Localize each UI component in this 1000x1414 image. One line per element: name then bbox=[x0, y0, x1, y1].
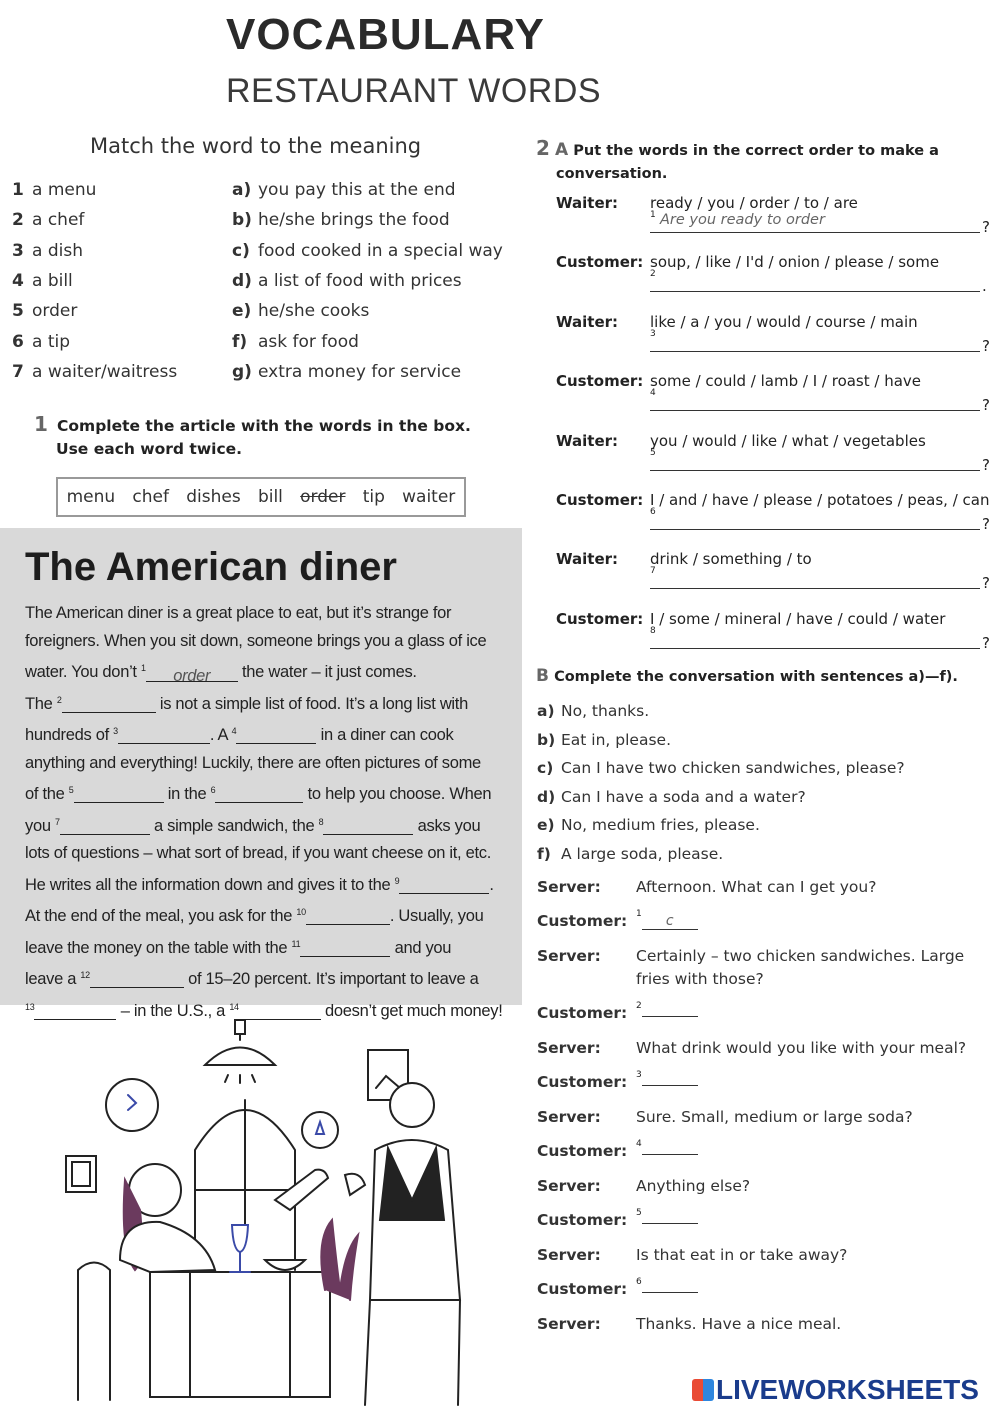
blank-11[interactable] bbox=[300, 938, 390, 957]
article-line: you $^7$ a simple sandwich, the $^8$ asks you bbox=[25, 816, 481, 835]
word-cue: some / could / lamb / I / roast / have bbox=[650, 372, 922, 391]
dialogue-speaker: Server: bbox=[537, 1039, 601, 1057]
ex2a-instruction bbox=[536, 136, 939, 186]
option-letter: f) bbox=[537, 845, 551, 863]
logo-text: LIVEWORKSHEETS bbox=[716, 1374, 979, 1405]
waiter-head bbox=[390, 1083, 434, 1127]
answer-number: 8 bbox=[650, 625, 656, 636]
lamp-shade bbox=[205, 1048, 275, 1066]
dialogue-speaker: Server: bbox=[537, 1108, 601, 1126]
matching-meaning-item bbox=[232, 332, 359, 352]
article-line: $^{13}$ – in the U.S., a $^{14}$ doesn’t get much money! bbox=[25, 1001, 503, 1020]
wall-plate bbox=[302, 1112, 338, 1148]
blank-number: 5 bbox=[636, 1208, 642, 1218]
blank-answer[interactable] bbox=[642, 1138, 698, 1155]
answer-line[interactable] bbox=[650, 625, 980, 649]
dialogue-speaker: Server: bbox=[537, 1246, 601, 1264]
ex1-instruction-line2: Use each word twice. bbox=[56, 440, 243, 458]
matching-word-item bbox=[12, 241, 83, 261]
answer-line[interactable] bbox=[650, 328, 980, 352]
matching-word-item bbox=[12, 362, 177, 382]
dialogue-speaker: Customer: bbox=[537, 1211, 628, 1229]
chair bbox=[78, 1263, 110, 1401]
sentence-option bbox=[537, 845, 723, 863]
option-letter: a) bbox=[537, 702, 555, 720]
item-number: 3 bbox=[12, 240, 24, 261]
dialogue-speaker: Server: bbox=[537, 947, 601, 965]
item-meaning: he/she brings the food bbox=[258, 210, 450, 231]
blank-6[interactable] bbox=[215, 784, 303, 803]
plant bbox=[321, 1220, 358, 1300]
blank-answer[interactable] bbox=[642, 1000, 698, 1017]
matching-word-item bbox=[12, 301, 77, 321]
option-letter: e) bbox=[537, 816, 555, 835]
ex1-instruction-line1: Complete the article with the words in the box. bbox=[57, 417, 471, 435]
answer-text: Are you ready to order bbox=[660, 212, 825, 228]
answer-line[interactable] bbox=[650, 447, 980, 471]
logo-icon bbox=[692, 1379, 714, 1401]
item-meaning: a list of food with prices bbox=[258, 270, 462, 291]
matching-word-item bbox=[12, 332, 70, 352]
sentence-option bbox=[537, 759, 905, 777]
article-line: At the end of the meal, you ask for the $^{10}$ . Usually, you bbox=[25, 907, 484, 925]
speaker-label: Waiter: bbox=[556, 431, 619, 450]
answer-punctuation: ? bbox=[982, 218, 990, 236]
blank-4[interactable] bbox=[236, 725, 316, 744]
table bbox=[150, 1272, 330, 1397]
article-text bbox=[25, 600, 503, 1025]
item-word: order bbox=[32, 301, 78, 322]
option-text: Can I have two chicken sandwiches, please? bbox=[561, 759, 905, 778]
dialogue-speaker: Customer: bbox=[537, 1073, 628, 1091]
ex2a-letter: A bbox=[555, 140, 569, 160]
answer-punctuation: ? bbox=[982, 396, 990, 415]
article-title: The American diner bbox=[25, 545, 397, 589]
blank-number: 1 bbox=[636, 909, 642, 919]
blank-5[interactable] bbox=[74, 784, 164, 803]
answer-line[interactable] bbox=[650, 566, 980, 589]
option-letter: d) bbox=[537, 787, 556, 806]
article-line: The $^2$ is not a simple list of food. It’s a long list with bbox=[25, 694, 468, 713]
item-word: a tip bbox=[32, 331, 71, 352]
item-word: a bill bbox=[32, 270, 73, 291]
matching-meaning-item bbox=[232, 301, 369, 321]
blank-answer[interactable] bbox=[642, 1276, 698, 1293]
answer-number: 3 bbox=[650, 328, 656, 339]
matching-meaning-item bbox=[232, 210, 450, 230]
item-meaning: food cooked in a special way bbox=[258, 240, 503, 261]
item-letter: d) bbox=[232, 270, 252, 291]
dialogue-line bbox=[636, 1037, 966, 1060]
lamp-mount bbox=[235, 1020, 245, 1034]
answer-punctuation: ? bbox=[982, 336, 990, 355]
answer-number: 4 bbox=[650, 388, 656, 399]
item-word: a chef bbox=[32, 210, 85, 231]
dialogue-text: Thanks. Have a nice meal. bbox=[636, 1315, 842, 1333]
dialogue-line bbox=[636, 1106, 913, 1129]
ex2b-instruction bbox=[536, 666, 958, 689]
dialogue-line bbox=[636, 1313, 841, 1336]
item-meaning: you pay this at the end bbox=[258, 180, 456, 200]
option-text: Eat in, please. bbox=[561, 730, 671, 749]
item-meaning: he/she cooks bbox=[258, 301, 370, 322]
dialogue-line bbox=[636, 945, 964, 991]
ex1-instruction bbox=[34, 412, 471, 461]
option-letter: b) bbox=[537, 730, 556, 749]
item-letter: c) bbox=[232, 240, 250, 261]
answer-punctuation: . bbox=[982, 277, 987, 296]
blank-8[interactable] bbox=[323, 816, 413, 835]
item-word: a menu bbox=[32, 180, 97, 200]
answer-punctuation: ? bbox=[982, 633, 990, 652]
item-number: 7 bbox=[12, 361, 24, 382]
item-number: 2 bbox=[12, 210, 24, 231]
item-letter: f) bbox=[232, 331, 248, 352]
item-letter: a) bbox=[232, 180, 252, 200]
box-word-tip: tip bbox=[362, 487, 385, 507]
item-number: 5 bbox=[12, 301, 24, 322]
answer-number: 6 bbox=[650, 507, 656, 517]
matching-meaning-item bbox=[232, 362, 461, 382]
item-meaning: ask for food bbox=[258, 331, 359, 352]
item-word: a waiter/waitress bbox=[32, 361, 178, 382]
dialogue-line bbox=[636, 1175, 750, 1198]
speaker-label: Waiter: bbox=[556, 312, 619, 331]
blank-7[interactable] bbox=[60, 816, 150, 835]
option-text: No, medium fries, please. bbox=[561, 816, 760, 835]
answer-line[interactable] bbox=[650, 507, 980, 530]
dialogue-text: Certainly – two chicken sandwiches. Large bbox=[636, 947, 965, 965]
item-number: 4 bbox=[12, 270, 24, 291]
box-word-waiter: waiter bbox=[402, 487, 456, 507]
blank-answer[interactable] bbox=[642, 1207, 698, 1224]
answer-line[interactable] bbox=[650, 210, 980, 233]
sentence-option bbox=[537, 816, 760, 834]
dialogue-blank[interactable] bbox=[636, 1069, 698, 1087]
dialogue-text: What drink would you like with your meal? bbox=[636, 1039, 967, 1057]
item-number: 1 bbox=[12, 180, 24, 200]
blank-9[interactable] bbox=[399, 875, 489, 894]
worksheet-title: VOCABULARY bbox=[226, 10, 545, 59]
word-cue: soup, / like / I'd / onion / please / some bbox=[650, 253, 940, 272]
option-text: A large soda, please. bbox=[561, 845, 724, 863]
blank-1[interactable]: order bbox=[146, 663, 238, 682]
answer-line[interactable] bbox=[650, 269, 980, 292]
matching-heading: Match the word to the meaning bbox=[90, 134, 422, 158]
dialogue-speaker: Customer: bbox=[537, 1004, 628, 1022]
word-cue: I / some / mineral / have / could / water bbox=[650, 609, 946, 628]
article-line: anything and everything! Luckily, there are often pictures of some bbox=[25, 753, 481, 772]
word-cue: like / a / you / would / course / main bbox=[650, 312, 918, 331]
dialogue-line bbox=[636, 876, 876, 899]
article-line: leave a $^{12}$ of 15–20 percent. It’s important to leave a bbox=[25, 970, 479, 988]
item-meaning: extra money for service bbox=[258, 361, 462, 382]
blank-answer[interactable]: c bbox=[642, 913, 698, 930]
article-line: of the $^5$ in the $^6$ to help you choose. When bbox=[25, 785, 492, 803]
matching-meaning-item bbox=[232, 241, 503, 261]
ex1-number: 1 bbox=[34, 412, 48, 436]
ex2a-instruction-line2: conversation. bbox=[556, 166, 668, 182]
restaurant-illustration bbox=[40, 1010, 520, 1410]
ex2b-letter: B bbox=[536, 666, 549, 686]
speaker-label: Waiter: bbox=[556, 550, 619, 569]
dialogue-blank[interactable] bbox=[636, 1138, 698, 1156]
article-line: water. You don’t $^1$ order the water – it just comes. bbox=[25, 663, 417, 685]
blank-number: 3 bbox=[636, 1070, 642, 1080]
matching-word-item bbox=[12, 271, 73, 291]
word-cue: you / would / like / what / vegetables bbox=[650, 431, 926, 450]
answer-line[interactable] bbox=[650, 388, 980, 411]
box-word-dishes: dishes bbox=[186, 487, 241, 507]
blank-2[interactable] bbox=[62, 694, 156, 713]
ex2b-instruction-text: Complete the conversation with sentences a)—f). bbox=[554, 669, 958, 685]
speaker-label: Customer: bbox=[556, 491, 644, 509]
clock-icon bbox=[106, 1079, 158, 1131]
dialogue-speaker: Server: bbox=[537, 878, 601, 896]
blank-number: 4 bbox=[636, 1139, 642, 1149]
answer-punctuation: ? bbox=[982, 574, 990, 593]
item-letter: b) bbox=[232, 210, 252, 231]
item-number: 6 bbox=[12, 331, 24, 352]
item-letter: g) bbox=[232, 361, 252, 382]
matching-word-item bbox=[12, 180, 96, 200]
word-cue: drink / something / to bbox=[650, 550, 812, 569]
option-text: No, thanks. bbox=[561, 702, 650, 720]
dialogue-blank[interactable] bbox=[636, 908, 698, 930]
answer-number: 2 bbox=[650, 269, 656, 280]
liveworksheets-logo bbox=[692, 1374, 979, 1406]
worksheet-subtitle: RESTAURANT WORDS bbox=[226, 72, 602, 110]
speaker-label: Waiter: bbox=[556, 194, 619, 212]
ex2-number: 2 bbox=[536, 136, 550, 160]
blank-number: 6 bbox=[636, 1277, 642, 1287]
dialogue-text: Is that eat in or take away? bbox=[636, 1246, 848, 1264]
word-cue: ready / you / order / to / are bbox=[650, 194, 858, 212]
option-text: Can I have a soda and a water? bbox=[561, 787, 806, 806]
speaker-label: Customer: bbox=[556, 609, 644, 628]
word-cue: I / and / have / please / potatoes / peas, / can bbox=[650, 491, 990, 509]
ex2a-instruction-line1: Put the words in the correct order to make a bbox=[573, 143, 939, 159]
blank-number: 2 bbox=[636, 1001, 642, 1011]
article-line: hundreds of $^3$ . A $^4$ in a diner can cook bbox=[25, 726, 454, 744]
answer-number: 1 bbox=[650, 210, 656, 220]
dialogue-blank[interactable] bbox=[636, 1207, 698, 1225]
item-letter: e) bbox=[232, 301, 252, 322]
box-word-bill: bill bbox=[257, 487, 283, 507]
dialogue-text: Anything else? bbox=[636, 1177, 751, 1195]
dialogue-text: Afternoon. What can I get you? bbox=[636, 878, 877, 896]
answer-punctuation: ? bbox=[982, 455, 990, 474]
matching-meaning-item bbox=[232, 180, 456, 200]
answer-punctuation: ? bbox=[982, 515, 990, 533]
speaker-label: Customer: bbox=[556, 253, 644, 272]
dialogue-speaker: Customer: bbox=[537, 1142, 628, 1160]
dialogue-speaker: Server: bbox=[537, 1315, 601, 1333]
answer-number: 7 bbox=[650, 566, 656, 577]
dialogue-speaker: Customer: bbox=[537, 1280, 628, 1298]
item-word: a dish bbox=[32, 240, 83, 261]
article-line: leave the money on the table with the $^{11}$ and you bbox=[25, 938, 452, 957]
blank-3[interactable] bbox=[118, 725, 210, 744]
article-line: lots of questions – what sort of bread, if you want cheese on it, etc. bbox=[25, 844, 492, 862]
article-line: The American diner is a great place to eat, but it’s strange for bbox=[25, 604, 452, 622]
dialogue-line bbox=[636, 1244, 847, 1267]
speaker-label: Customer: bbox=[556, 372, 644, 391]
dialogue-speaker: Server: bbox=[537, 1177, 601, 1195]
blank-12[interactable] bbox=[90, 969, 184, 988]
blank-10[interactable] bbox=[306, 906, 390, 925]
dialogue-text-continued: fries with those? bbox=[636, 970, 764, 988]
dialogue-speaker: Customer: bbox=[537, 912, 628, 930]
answer-number: 5 bbox=[650, 447, 656, 458]
option-letter: c) bbox=[537, 759, 554, 778]
article-line: He writes all the information down and gives it to the $^9$ . bbox=[25, 875, 494, 894]
matching-meaning-item bbox=[232, 271, 462, 291]
sentence-option bbox=[537, 731, 671, 749]
article-line: foreigners. When you sit down, someone brings you a glass of ice bbox=[25, 631, 487, 650]
matching-word-item bbox=[12, 210, 84, 230]
blank-answer[interactable] bbox=[642, 1069, 698, 1086]
box-word-menu: menu bbox=[66, 487, 116, 507]
sentence-option bbox=[537, 788, 806, 806]
dialogue-text: Sure. Small, medium or large soda? bbox=[636, 1108, 913, 1126]
word-box bbox=[56, 477, 466, 517]
box-word-chef: chef bbox=[132, 487, 169, 507]
sentence-option bbox=[537, 702, 649, 720]
box-word-order: order bbox=[300, 487, 346, 507]
dialogue-blank[interactable] bbox=[636, 1276, 698, 1294]
dialogue-blank[interactable] bbox=[636, 1000, 698, 1018]
